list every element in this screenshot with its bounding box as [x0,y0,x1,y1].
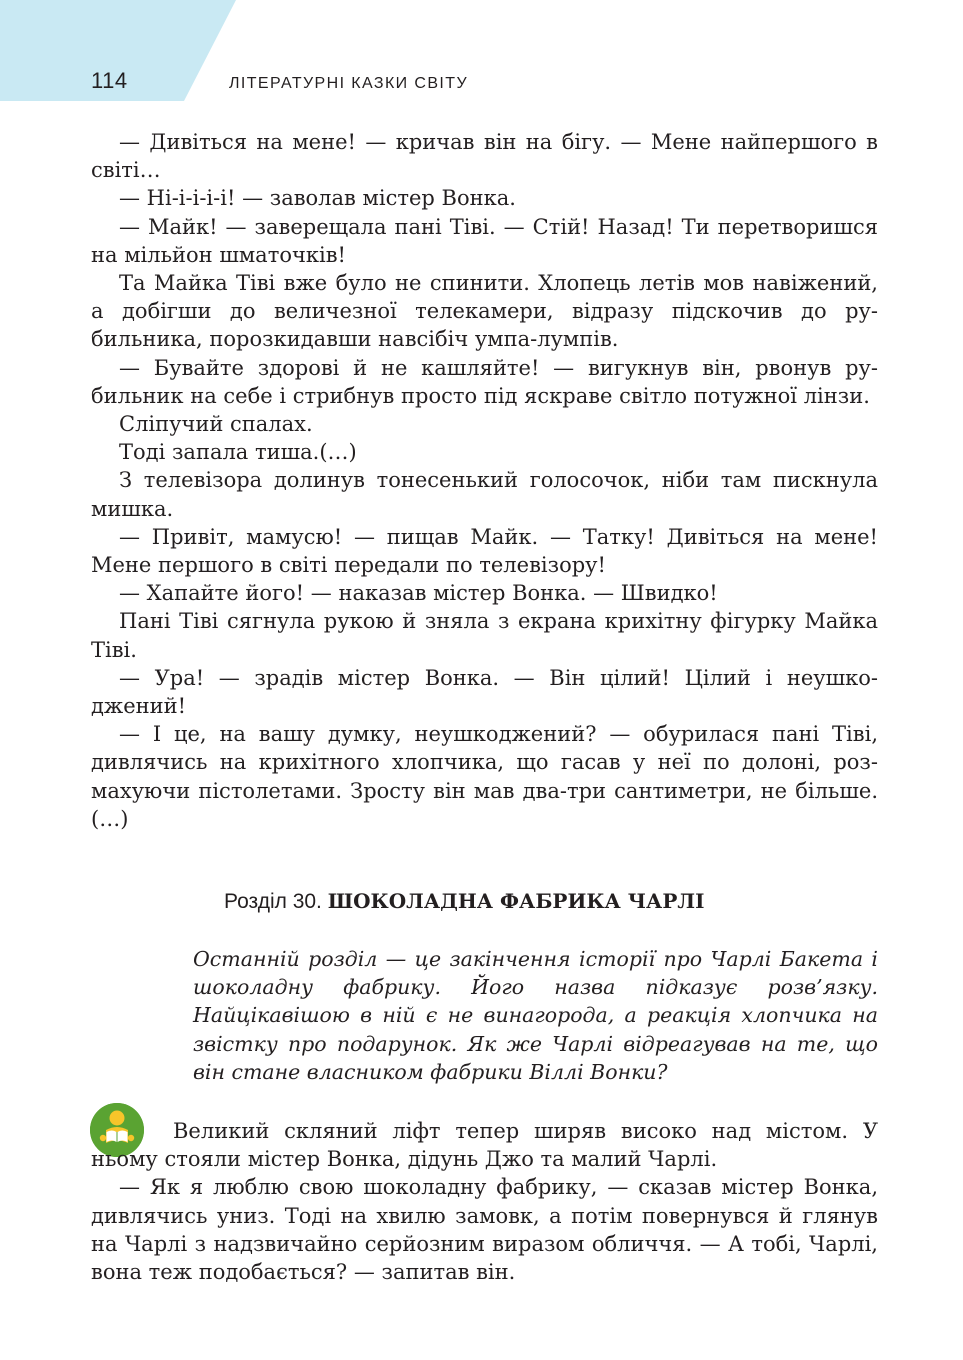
paragraph: Сліпучий спалах. [119,412,313,437]
paragraph: — Привіт, мамусю! — пищав Майк. — Татку! Дивіться на мене! Мене першого в світі передали по телевізору! [91,524,878,578]
paragraph: Великий скляний ліфт тепер ширяв високо над містом. У ньому стояли містер Вонка, дідунь Джо та малий Чарлі. [91,1119,878,1172]
paragraph: — Дивіться на мене! — кричав він на бігу. — Мене найпершого в світі… [91,130,878,183]
paragraph: Тоді запала тиша.(…) [119,440,357,465]
paragraph: Пані Тіві сягнула рукою й зняла з екрана крихітну фігурку Майка Тіві. [91,609,878,662]
chapter-heading [224,889,704,914]
chapter-label: Розділ 30. [224,890,322,913]
paragraph: — Як я люблю свою шоколадну фабрику, — сказав містер Вонка, дивлячись униз. Тоді на хвилю замовк, а потім повернувся й глянув на Чарлі з надзвичайно серйозним виразом обличчя. — А тобі, Чарлі, вона теж подобається? — запитав він. [91,1175,878,1285]
paragraph: — Ура! — зрадів містер Вонка. — Він цілий! Цілий і неушкоджений! [91,665,878,719]
page-number: 114 [91,68,128,93]
paragraph: — Хапайте його! — наказав містер Вонка. — Швидко! [119,581,718,606]
chapter-intro [193,945,878,1086]
paragraph: — Ні-і-і-і-і! — заволав містер Вонка. [119,186,516,211]
paragraph: З телевізора долинув тонесенький голосочок, ніби там пискнула мишка. [91,468,878,521]
intro-paragraph: Останній розділ — це закінчення історії про Чарлі Бакета і шоколадну фабрику. Його назва підказує розв’язку. Найцікавішою в ній є не винагорода, а реакція хлопчика на звістку про подарунок. Як же Чарлі відреагував на те, що він стане власником фабрики Віллі Вонки? [193,947,878,1084]
paragraph: — І це, на вашу думку, неушкоджений? — обурилася пані Тіві, дивлячись на крихітного хлопчика, що гасав у неї по долоні, розмахуючи пістолетами. Зросту він мав два-три сантиметри, не більше. (…) [91,722,878,831]
chapter-title: ШОКОЛАДНА ФАБРИКА ЧАРЛІ [327,889,705,913]
paragraph: Та Майка Тіві вже було не спинити. Хлопець летів мов навіжений, а добігши до величезної телекамери, відразу підскочив до рубильника, порозкидавши навсібіч умпа-лумпів. [91,271,878,352]
running-header: ЛІТЕРАТУРНІ КАЗКИ СВІТУ [229,75,469,92]
paragraph: — Бувайте здорові й не кашляйте! — вигукнув він, рвонув рубильник на себе і стрибнув просто під яскраве світло потужної лінзи. [91,355,878,408]
story-text-bottom [91,1117,878,1286]
paragraph: — Майк! — заверещала пані Тіві. — Стій! Назад! Ти перетворишся на мільйон шматочків! [91,214,878,267]
story-text-top [91,128,878,833]
